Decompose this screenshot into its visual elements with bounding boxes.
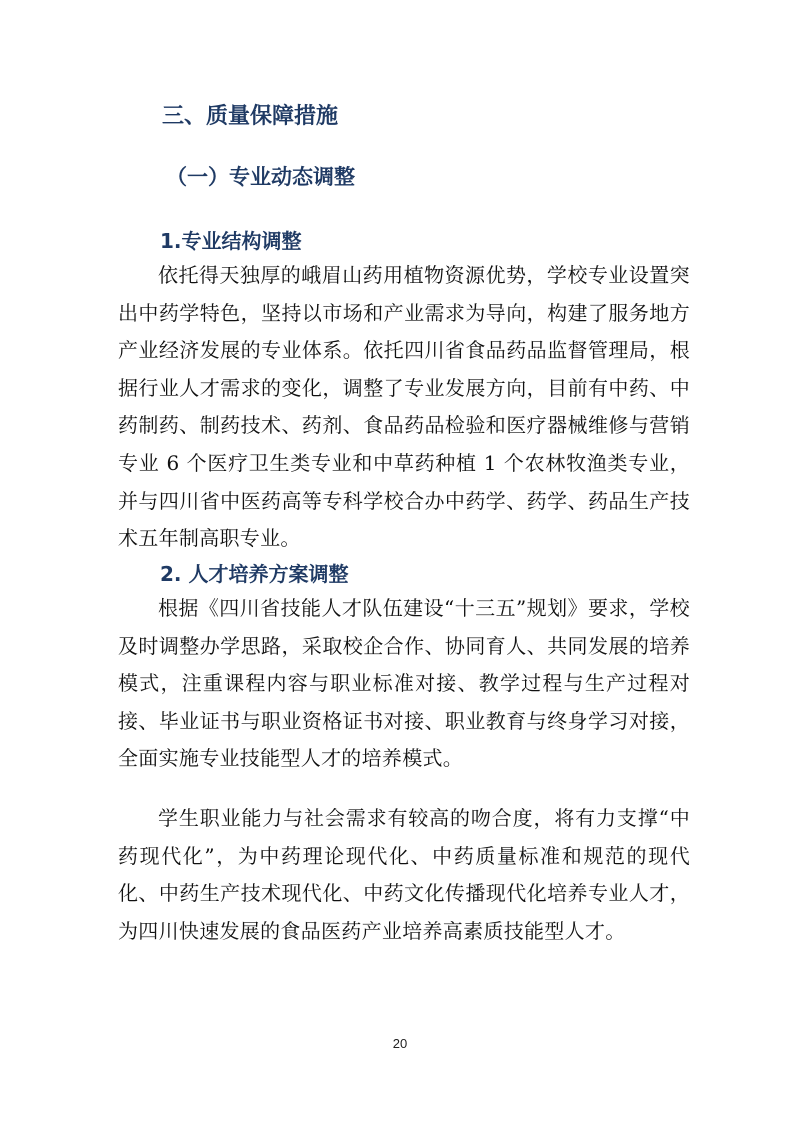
item-heading-structure: 1.专业结构调整 xyxy=(160,229,302,253)
paragraph-training-plan: 根据《四川省技能人才队伍建设“十三五”规划》要求，学校及时调整办学思路，采取校企合作、协同育人、共同发展的培养模式，注重课程内容与职业标准对接、教学过程与生产过程对接、毕业证书与职业资格证书对接、职业教育与终身学习对接，全面实施专业技能型人才的培养模式。 xyxy=(118,596,690,771)
paragraph-structure: 依托得天独厚的峨眉山药用植物资源优势，学校专业设置突出中药学特色，坚持以市场和产业需求为导向，构建了服务地方产业经济发展的专业体系。依托四川省食品药品监督管理局，根据行业人才需求的变化，调整了专业发展方向，目前有中药、中药制药、制药技术、药剂、食品药品检验和医疗器械维修与营销专业 6 个医疗卫生类专业和中草药种植 1 个农林牧渔类专业，并与四川省中医药高等专科学校合办中药学、药学、药品生产技术五年制高职专业。 xyxy=(118,263,690,551)
subsection-title: （一）专业动态调整 xyxy=(166,165,355,189)
paragraph-career-ability: 学生职业能力与社会需求有较高的吻合度，将有力支撑“中药现代化”，为中药理论现代化、中药质量标准和规范的现代化、中药生产技术现代化、中药文化传播现代化培养专业人才，为四川快速发展的食品医药产业培养高素质技能型人才。 xyxy=(118,806,690,943)
item-heading-training-plan: 2. 人才培养方案调整 xyxy=(160,562,349,586)
page-number: 20 xyxy=(392,1036,408,1051)
section-title: 三、质量保障措施 xyxy=(162,104,339,129)
